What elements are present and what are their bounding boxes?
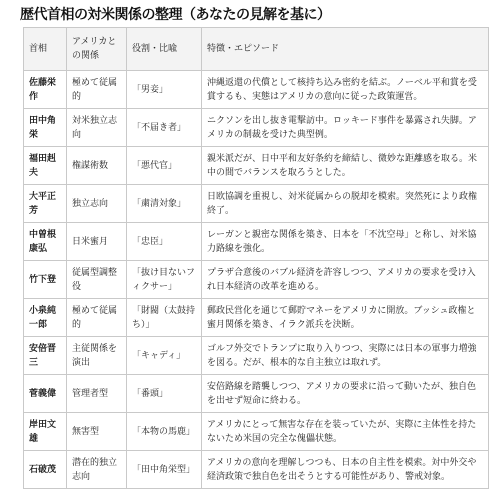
episode-cell: アメリカの意向を理解しつつも、日本の自主性を模索。対中外交や経済政策で独自色を出そうとする可能性があり、警戒対象。 — [202, 451, 489, 489]
header-prime-minister: 首相 — [24, 28, 67, 71]
role-cell: 「男妾」 — [127, 71, 202, 109]
role-cell: 「悪代官」 — [127, 147, 202, 185]
table-header-row — [24, 28, 489, 71]
role-cell: 「粛清対象」 — [127, 185, 202, 223]
relation-cell: 権謀術数 — [67, 147, 127, 185]
relation-cell: 従属型調整役 — [67, 261, 127, 299]
pm-name: 大平正芳 — [24, 185, 67, 223]
table-row — [24, 185, 489, 223]
table-row — [24, 451, 489, 489]
relation-cell: 主従関係を演出 — [67, 337, 127, 375]
episode-cell: ニクソンを出し抜き電撃訪中。ロッキード事件を暴露され失脚。アメリカの制裁を受けた典型例。 — [202, 109, 489, 147]
prime-minister-table — [23, 27, 489, 489]
relation-cell: 独立志向 — [67, 185, 127, 223]
relation-cell: 極めて従属的 — [67, 71, 127, 109]
pm-name: 菅義偉 — [24, 375, 67, 413]
table-row — [24, 337, 489, 375]
role-cell: 「本物の馬鹿」 — [127, 413, 202, 451]
table-row — [24, 299, 489, 337]
role-cell: 「忠臣」 — [127, 223, 202, 261]
episode-cell: レーガンと親密な関係を築き、日本を「不沈空母」と称し、対米協力路線を強化。 — [202, 223, 489, 261]
episode-cell: 沖縄返還の代償として核持ち込み密約を結ぶ。ノーベル平和賞を受賞するも、実態はアメリカの意向に従った政策運営。 — [202, 71, 489, 109]
episode-cell: アメリカにとって無害な存在を装っていたが、実際に主体性を持たないため米国の完全な傀儡状態。 — [202, 413, 489, 451]
role-cell: 「番頭」 — [127, 375, 202, 413]
table-row — [24, 261, 489, 299]
episode-cell: 親米派だが、日中平和友好条約を締結し、微妙な距離感を取る。米中の間でバランスを取ろうとした。 — [202, 147, 489, 185]
relation-cell: 極めて従属的 — [67, 299, 127, 337]
pm-name: 石破茂 — [24, 451, 67, 489]
role-cell: 「抜け目ないフィクサー」 — [127, 261, 202, 299]
header-relation: アメリカとの関係 — [67, 28, 127, 71]
relation-cell: 対米独立志向 — [67, 109, 127, 147]
pm-name: 安倍晋三 — [24, 337, 67, 375]
header-role: 役割・比喩 — [127, 28, 202, 71]
relation-cell: 日米蜜月 — [67, 223, 127, 261]
table-row — [24, 109, 489, 147]
role-cell: 「キャディ」 — [127, 337, 202, 375]
pm-name: 小泉純一郎 — [24, 299, 67, 337]
table-row — [24, 147, 489, 185]
pm-name: 佐藤栄作 — [24, 71, 67, 109]
pm-name: 福田赳夫 — [24, 147, 67, 185]
pm-name: 岸田文雄 — [24, 413, 67, 451]
role-cell: 「田中角栄型」 — [127, 451, 202, 489]
episode-cell: 郵政民営化を通じて郵貯マネーをアメリカに開放。ブッシュ政権と蜜月関係を築き、イラク派兵を決断。 — [202, 299, 489, 337]
relation-cell: 管理者型 — [67, 375, 127, 413]
table-row — [24, 413, 489, 451]
episode-cell: ゴルフ外交でトランプに取り入りつつ、実際には日本の軍事力増強を図る。だが、根本的な自主独立は取れず。 — [202, 337, 489, 375]
episode-cell: 安倍路線を踏襲しつつ、アメリカの要求に沿って動いたが、独自色を出せず短命に終わる。 — [202, 375, 489, 413]
episode-cell: プラザ合意後のバブル経済を許容しつつ、アメリカの要求を受け入れ日本経済の改革を進める。 — [202, 261, 489, 299]
table-row — [24, 223, 489, 261]
role-cell: 「不届き者」 — [127, 109, 202, 147]
role-cell: 「財閥（太鼓持ち）」 — [127, 299, 202, 337]
page-title: 歴代首相の対米関係の整理（あなたの見解を基に） — [20, 7, 331, 23]
pm-name: 中曽根康弘 — [24, 223, 67, 261]
table-row — [24, 375, 489, 413]
episode-cell: 日欧協調を重視し、対米従属からの脱却を模索。突然死により政権終了。 — [202, 185, 489, 223]
pm-name: 竹下登 — [24, 261, 67, 299]
relation-cell: 無害型 — [67, 413, 127, 451]
header-episode: 特徴・エピソード — [202, 28, 489, 71]
table-row — [24, 71, 489, 109]
relation-cell: 潜在的独立志向 — [67, 451, 127, 489]
pm-name: 田中角栄 — [24, 109, 67, 147]
